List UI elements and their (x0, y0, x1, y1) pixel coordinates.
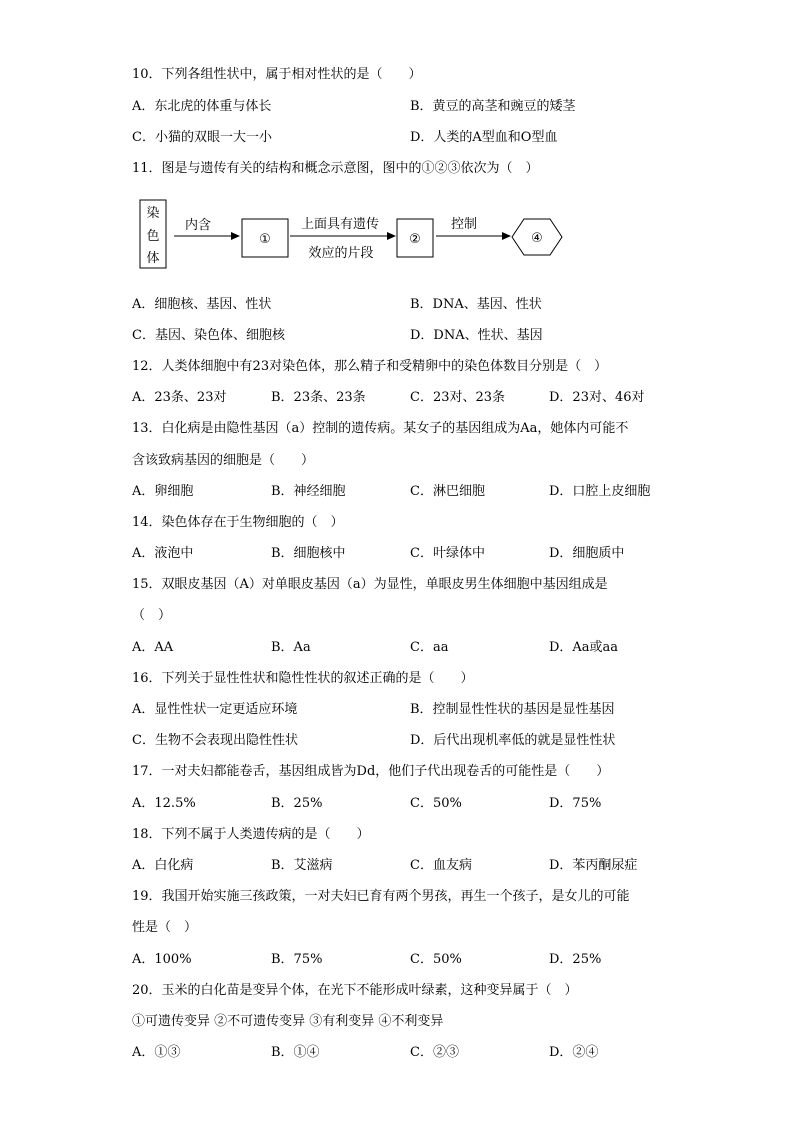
question-stem-cont: （ ） (132, 608, 172, 623)
option-c: C．23对、23条 (410, 390, 506, 405)
chromosome-char: 色 (146, 229, 160, 244)
arrow-label-top: 上面具有遗传 (300, 217, 380, 232)
option-a: A．显性性状一定更适应环境 (132, 702, 298, 717)
option-c: C．生物不会表现出隐性性状 (132, 733, 298, 748)
option-a: A．液泡中 (132, 546, 194, 561)
option-c: C．50% (410, 796, 462, 811)
question-stem: 18．下列不属于人类遗传病的是（ ） (132, 827, 370, 842)
option-b: B．控制显性性状的基因是显性基因 (410, 702, 615, 717)
option-b: B．细胞核中 (271, 546, 346, 561)
question-stem: 17．一对夫妇都能卷舌，基因组成皆为Dd，他们子代出现卷舌的可能性是（ ） (132, 764, 610, 779)
option-d: D．后代出现机率低的就是显性性状 (410, 733, 616, 748)
question-stem: 13．白化病是由隐性基因（a）控制的遗传病。某女子的基因组成为Aa，她体内可能不 (132, 421, 629, 436)
hexagon-4 (512, 219, 562, 255)
option-b: B．23条、23条 (271, 390, 366, 405)
option-b: B．神经细胞 (271, 484, 346, 499)
option-a: A．12.5% (132, 796, 196, 811)
option-b: B．75% (271, 952, 323, 967)
option-d: D．Aa或aa (549, 640, 619, 655)
chromosome-box (140, 200, 166, 268)
option-d: D．细胞质中 (549, 546, 625, 561)
question-stem: 10．下列各组性状中，属于相对性状的是（ ） (132, 67, 422, 82)
question-stem: 16．下列关于显性性状和隐性性状的叙述正确的是（ ） (132, 671, 474, 686)
option-a: A．AA (132, 640, 174, 655)
option-d: D．人类的A型血和O型血 (410, 130, 558, 145)
hexagon-label: ④ (531, 231, 543, 246)
option-a: A．卵细胞 (132, 484, 194, 499)
option-c: C．aa (410, 640, 449, 655)
option-b: B．艾滋病 (271, 858, 333, 873)
arrow-label-contains: 内含 (184, 218, 212, 233)
option-b: B．DNA、基因、性状 (410, 297, 542, 312)
question-stem: 14．染色体存在于生物细胞的（ ） (132, 515, 344, 530)
option-b: B．25% (271, 796, 323, 811)
question-stem: 20．玉米的白化苗是变异个体，在光下不能形成叶绿素，这种变异属于（ ） (132, 983, 578, 998)
question-stem: 11．图是与遗传有关的结构和概念示意图，图中的①②③依次为（ ） (132, 161, 539, 176)
option-d: D．DNA、性状、基因 (410, 328, 543, 343)
arrow-label-bottom: 效应的片段 (308, 246, 374, 261)
option-b: B．①④ (271, 1045, 320, 1060)
option-d: D．苯丙酮尿症 (549, 858, 638, 873)
option-d: D．②④ (549, 1045, 599, 1060)
chromosome-char: 体 (146, 251, 160, 266)
option-b: B．Aa (271, 640, 311, 655)
option-a: A．东北虎的体重与体长 (132, 99, 272, 114)
option-a: A．白化病 (132, 858, 194, 873)
question-choices-list: ①可遗传变异 ②不可遗传变异 ③有利变异 ④不利变异 (132, 1014, 444, 1029)
option-a: A．细胞核、基因、性状 (132, 297, 272, 312)
question-stem-cont: 性是（ ） (132, 920, 198, 935)
option-c: C．小猫的双眼一大一小 (132, 130, 272, 145)
option-c: C．血友病 (410, 858, 472, 873)
box-1 (242, 219, 288, 257)
box-2 (397, 219, 433, 257)
option-d: D．口腔上皮细胞 (549, 484, 651, 499)
option-d: D．23对、46对 (549, 390, 645, 405)
option-c: C．50% (410, 952, 462, 967)
option-d: D．25% (549, 952, 602, 967)
box-2-label: ② (409, 232, 421, 247)
question-stem: 12．人类体细胞中有23对染色体，那么精子和受精卵中的染色体数目分别是（ ） (132, 359, 608, 374)
option-b: B．黄豆的高茎和豌豆的矮茎 (410, 99, 576, 114)
option-d: D．75% (549, 796, 602, 811)
arrow-label-control: 控制 (450, 217, 478, 232)
option-a: A．①③ (132, 1045, 181, 1060)
chromosome-char: 染 (146, 206, 160, 221)
question-stem-cont: 含该致病基因的细胞是（ ） (132, 453, 315, 468)
option-a: A．100% (132, 952, 192, 967)
box-1-label: ① (259, 232, 271, 247)
question-stem: 19．我国开始实施三孩政策，一对夫妇已育有两个男孩，再生一个孩子，是女儿的可能 (132, 889, 630, 904)
question-stem: 15．双眼皮基因（A）对单眼皮基因（a）为显性，单眼皮男生体细胞中基因组成是 (132, 577, 608, 592)
option-c: C．淋巴细胞 (410, 484, 485, 499)
option-c: C．基因、染色体、细胞核 (132, 328, 285, 343)
option-a: A．23条、23对 (132, 390, 227, 405)
option-c: C．②③ (410, 1045, 459, 1060)
option-c: C．叶绿体中 (410, 546, 485, 561)
